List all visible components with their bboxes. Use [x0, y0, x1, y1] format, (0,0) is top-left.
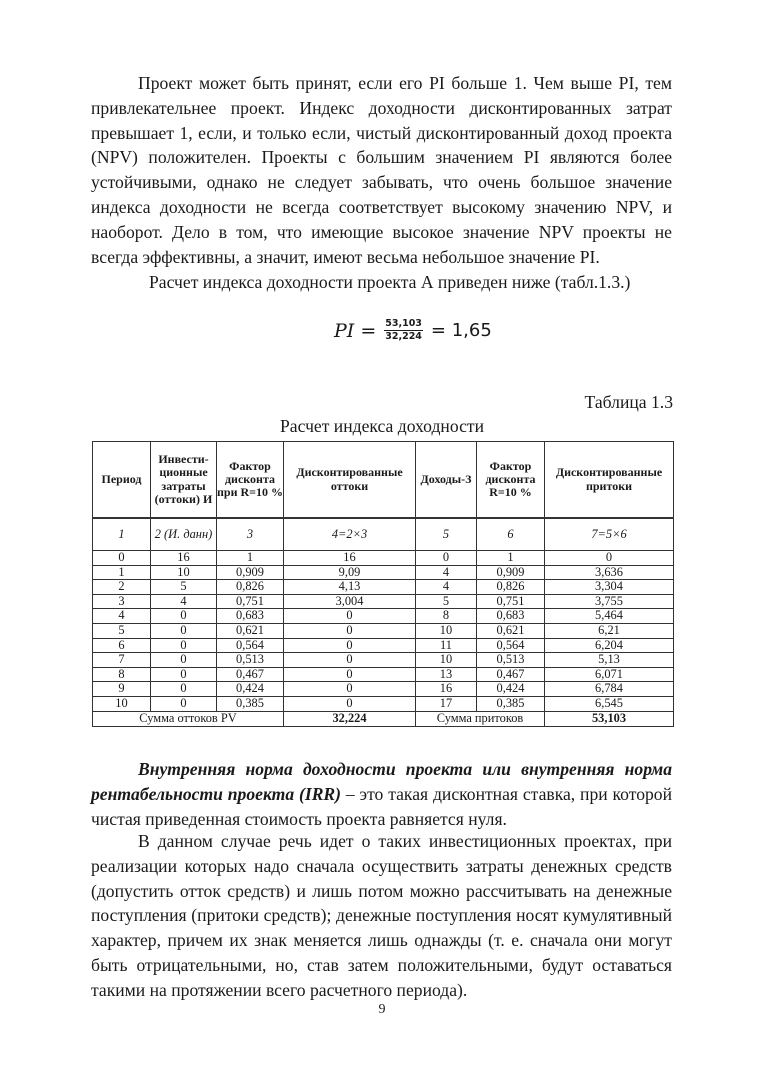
table-cell: 5 — [416, 594, 477, 609]
table-cell: 9 — [93, 682, 151, 697]
page-number: 9 — [378, 1002, 386, 1017]
table-cell: 0 — [284, 682, 416, 697]
table-cell: 6,784 — [545, 682, 674, 697]
table-cell: 2 (И. данн) — [151, 518, 217, 551]
table-cell: 0,564 — [477, 638, 545, 653]
table-cell: 1 — [93, 565, 151, 580]
header-income: Доходы-З — [416, 442, 477, 519]
table-cell: 6 — [93, 638, 151, 653]
table-cell: 3 — [217, 518, 284, 551]
table-cell: 0,424 — [217, 682, 284, 697]
table-cell: 0 — [93, 551, 151, 566]
table-cell: 5,464 — [545, 609, 674, 624]
formula-numerator: 53,103 — [385, 318, 422, 329]
paragraph-pi-explanation: Проект может быть принят, если его PI больше 1. Чем выше PI, тем привлекательнее проект. Индекс доходности дисконтированных затрат превышает 1, если, и только если, чистый дисконтированный доход проекта (NPV) положителен. Проекты с большим значением PI являются более устойчивыми, однако не следует забывать, что очень большое значение индекса доходности не всегда соответствует высокому значению NPV, и наоборот. Дело в том, что имеющие высокое значение NPV проекты не всегда эффективны, а значит, имеют весьма небольшое значение PI. — [91, 73, 672, 267]
table-index-row — [93, 518, 674, 551]
table-row — [93, 623, 674, 638]
table-cell: 10 — [416, 653, 477, 668]
table-label: Таблица 1.3 — [584, 392, 673, 412]
table-cell: 0,621 — [477, 623, 545, 638]
table-cell: 0,751 — [477, 594, 545, 609]
table-cell: 4 — [93, 609, 151, 624]
table-cell: 1 — [477, 551, 545, 566]
table-cell: 1 — [217, 551, 284, 566]
table-cell: 0,683 — [217, 609, 284, 624]
table-cell: 16 — [151, 551, 217, 566]
table-cell: 13 — [416, 667, 477, 682]
sum-inflows-label: Сумма притоков — [416, 711, 545, 726]
table-cell: 6,21 — [545, 623, 674, 638]
header-discounted-inflows: Дисконтированные притоки — [545, 442, 674, 519]
table-cell: 7=5×6 — [545, 518, 674, 551]
table-cell: 5 — [416, 518, 477, 551]
table-cell: 0 — [151, 653, 217, 668]
paragraph-irr-definition — [91, 757, 672, 831]
table-cell: 5,13 — [545, 653, 674, 668]
profitability-index-table — [92, 441, 674, 727]
table-row — [93, 551, 674, 566]
header-period: Период — [93, 442, 151, 519]
table-cell: 3 — [93, 594, 151, 609]
table-cell: 0,385 — [217, 696, 284, 711]
formula-result: = 1,65 — [430, 320, 492, 341]
table-cell: 6,071 — [545, 667, 674, 682]
table-row — [93, 667, 674, 682]
table-title: Расчет индекса доходности — [280, 416, 484, 436]
table-cell: 11 — [416, 638, 477, 653]
table-cell: 0 — [416, 551, 477, 566]
table-cell: 0 — [151, 667, 217, 682]
table-cell: 0 — [151, 638, 217, 653]
table-cell: 6,204 — [545, 638, 674, 653]
table-cell: 9,09 — [284, 565, 416, 580]
table-cell: 0 — [151, 682, 217, 697]
header-discounted-outflows: Дисконтированные оттоки — [284, 442, 416, 519]
table-cell: 0,513 — [477, 653, 545, 668]
table-cell: 4=2×3 — [284, 518, 416, 551]
header-investment: Инвести-ционные затраты (оттоки) И — [151, 442, 217, 519]
table-cell: 16 — [416, 682, 477, 697]
table-cell: 0,826 — [217, 580, 284, 595]
table-cell: 0 — [151, 609, 217, 624]
table-header-row — [93, 442, 674, 519]
table-cell: 4 — [151, 594, 217, 609]
header-discount-factor-in: Фактор дисконта R=10 % — [477, 442, 545, 519]
table-row — [93, 653, 674, 668]
table-cell: 7 — [93, 653, 151, 668]
table-cell: 0 — [545, 551, 674, 566]
paragraph-table-reference: Расчет индекса доходности проекта А приведен ниже (табл.1.3.) — [149, 272, 631, 292]
table-cell: 4,13 — [284, 580, 416, 595]
table-cell: 0 — [284, 623, 416, 638]
table-row — [93, 594, 674, 609]
table-cell: 4 — [416, 565, 477, 580]
table-cell: 0 — [284, 653, 416, 668]
table-cell: 8 — [93, 667, 151, 682]
table-row — [93, 580, 674, 595]
table-row — [93, 609, 674, 624]
table-cell: 0 — [151, 696, 217, 711]
table-row — [93, 638, 674, 653]
paragraph-cashflow-explanation: В данном случае речь идет о таких инвестиционных проектах, при реализации которых надо сначала осуществить затраты денежных средств (допустить отток средств) и лишь потом можно рассчитывать на денежные поступления (притоки средств); денежные поступления носят кумулятивный характер, причем их знак меняется лишь однажды (т. е. сначала они могут быть отрицательными, но, став затем положительными, будут оставаться такими на протяжении всего расчетного периода). — [91, 831, 672, 1000]
table-cell: 6,545 — [545, 696, 674, 711]
table-row — [93, 696, 674, 711]
table-cell: 2 — [93, 580, 151, 595]
table-cell: 10 — [416, 623, 477, 638]
irr-definition-text: – это такая дисконтная ставка, при которой чистая приведенная стоимость проекта равняется нуля. — [91, 783, 672, 829]
table-cell: 0,467 — [217, 667, 284, 682]
table-cell: 0 — [284, 638, 416, 653]
table-cell: 16 — [284, 551, 416, 566]
table-cell: 0 — [284, 696, 416, 711]
table-row — [93, 565, 674, 580]
table-cell: 17 — [416, 696, 477, 711]
header-discount-factor-out: Фактор дисконта при R=10 % — [217, 442, 284, 519]
formula-lhs: PI = — [334, 319, 377, 342]
table-cell: 0,564 — [217, 638, 284, 653]
table-cell: 0 — [284, 609, 416, 624]
pi-formula — [334, 318, 492, 343]
sum-outflows-label: Сумма оттоков PV — [93, 711, 284, 726]
table-cell: 0,424 — [477, 682, 545, 697]
table-cell: 0,385 — [477, 696, 545, 711]
table-cell: 0,513 — [217, 653, 284, 668]
table-cell: 3,636 — [545, 565, 674, 580]
table-sum-row — [93, 711, 674, 726]
table-cell: 0 — [284, 667, 416, 682]
table-cell: 10 — [93, 696, 151, 711]
formula-denominator: 32,224 — [385, 331, 422, 342]
table-cell: 0,683 — [477, 609, 545, 624]
table-cell: 0,751 — [217, 594, 284, 609]
table-cell: 0,826 — [477, 580, 545, 595]
table-cell: 0 — [151, 623, 217, 638]
table-cell: 6 — [477, 518, 545, 551]
sum-inflows-value: 53,103 — [545, 711, 674, 726]
table-cell: 3,304 — [545, 580, 674, 595]
table-cell: 4 — [416, 580, 477, 595]
table-cell: 10 — [151, 565, 217, 580]
table-cell: 8 — [416, 609, 477, 624]
table-cell: 1 — [93, 518, 151, 551]
table-cell: 0,909 — [217, 565, 284, 580]
irr-term: Внутренняя норма доходности проекта или внутренняя норма рентабельности проекта (IRR) — [91, 759, 672, 804]
table-cell: 0,621 — [217, 623, 284, 638]
table-row — [93, 682, 674, 697]
table-cell: 3,004 — [284, 594, 416, 609]
table-cell: 0,909 — [477, 565, 545, 580]
table-cell: 0,467 — [477, 667, 545, 682]
table-cell: 5 — [93, 623, 151, 638]
table-cell: 3,755 — [545, 594, 674, 609]
table-cell: 5 — [151, 580, 217, 595]
formula-fraction — [384, 318, 423, 343]
sum-outflows-value: 32,224 — [284, 711, 416, 726]
